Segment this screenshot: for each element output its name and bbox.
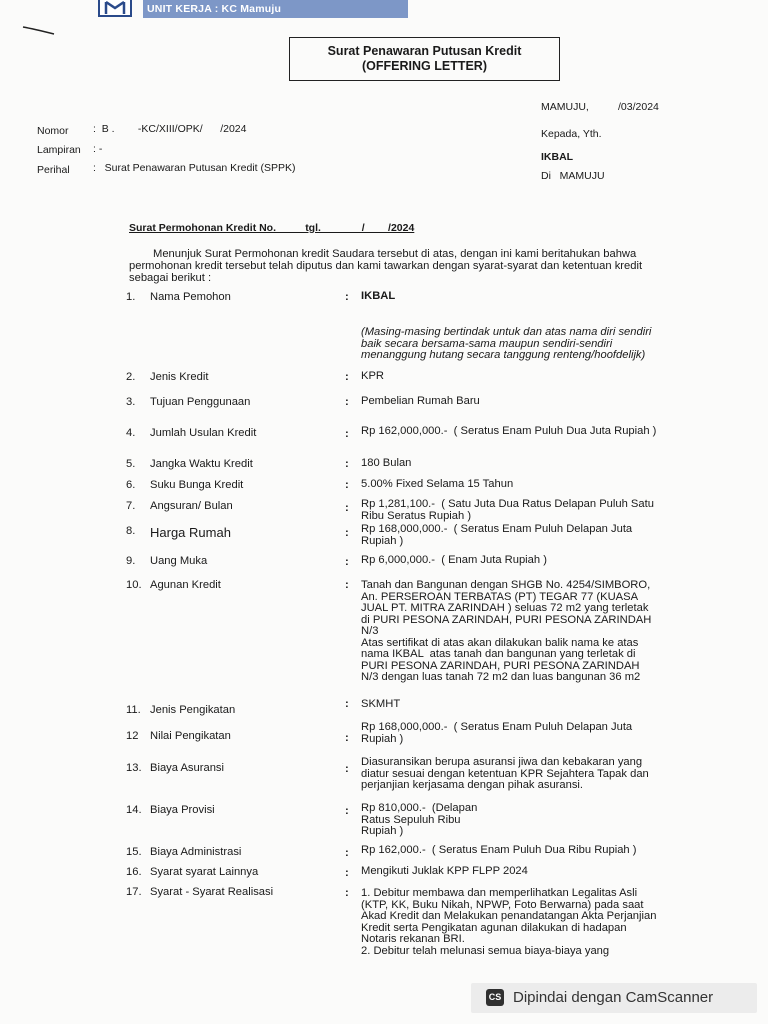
item-number: 8. xyxy=(126,525,136,537)
item-number: 7. xyxy=(126,500,136,512)
item-number: 6. xyxy=(126,479,136,491)
intro-line-3: sebagai berikut : xyxy=(129,272,212,284)
item-value-line: PURI PESONA ZARINDAH, PURI PESONA ZARINDAH xyxy=(361,659,640,672)
item-value-line: Atas sertifikat di atas akan dilakukan balik nama ke atas xyxy=(361,636,639,649)
item-value xyxy=(361,426,681,438)
item-value xyxy=(361,291,681,303)
joint-note xyxy=(361,327,651,362)
item-value-line: Rp 162,000.- ( Seratus Enam Puluh Dua Ribu Rupiah ) xyxy=(361,844,637,856)
item-value xyxy=(361,722,681,745)
unit-header-bar xyxy=(143,0,408,18)
item-value-line: 2. Debitur telah melunasi semua biaya-biaya yang xyxy=(361,944,610,957)
recipient-name: IKBAL xyxy=(541,151,574,163)
item-value-line: Tanah dan Bangunan dengan SHGB No. 4254/SIMBORO, xyxy=(361,579,651,591)
intro-line-1: Menunjuk Surat Permohonan kredit Saudara tersebut di atas, dengan ini kami beritahukan bahwa xyxy=(153,248,637,260)
item-value-line: Rupiah ) xyxy=(361,534,404,547)
item-number: 10. xyxy=(126,579,142,591)
date-value: /03/2024 xyxy=(618,101,659,113)
item-value-line: 180 Bulan xyxy=(361,457,412,469)
item-value-line: diatur sesuai dengan ketentuan KPR Sejahtera Tapak dan xyxy=(361,767,649,780)
item-value-line: Rp 810,000.- (Delapan xyxy=(361,802,478,814)
item-number: 1. xyxy=(126,291,136,303)
perihal-value: : Surat Penawaran Putusan Kredit (SPPK) xyxy=(93,162,296,174)
recipient-to: Kepada, Yth. xyxy=(541,128,602,140)
item-label: Angsuran/ Bulan xyxy=(150,500,233,512)
item-value xyxy=(361,524,681,547)
date-place: MAMUJU, xyxy=(541,101,589,113)
item-label: Jenis Kredit xyxy=(150,371,209,383)
item-label: Harga Rumah xyxy=(150,525,231,540)
item-label: Syarat syarat Lainnya xyxy=(150,866,259,878)
item-colon: : xyxy=(345,291,349,303)
item-label: Syarat - Syarat Realisasi xyxy=(150,886,274,898)
camscanner-icon: CS xyxy=(486,989,504,1006)
title-line-2: (OFFERING LETTER) xyxy=(362,59,487,73)
item-value xyxy=(361,845,681,857)
letter-title-box xyxy=(289,37,560,81)
item-colon: : xyxy=(345,867,349,879)
item-value-line: perjanjian kerjasama dengan pihak asuransi. xyxy=(361,779,584,791)
item-label: Tujuan Penggunaan xyxy=(150,396,251,408)
item-value-line: nama IKBAL atas tanah dan bangunan yang terletak di xyxy=(361,648,636,660)
item-value-line: Ribu Seratus Rupiah ) xyxy=(361,509,472,522)
unit-label: UNIT KERJA : KC Mamuju xyxy=(147,3,282,15)
item-value-line: Rupiah ) xyxy=(361,732,404,745)
item-value xyxy=(361,888,681,957)
item-label: Nama Pemohon xyxy=(150,291,231,303)
pen-mark xyxy=(22,24,56,36)
item-number: 16. xyxy=(126,866,142,878)
perihal-label: Perihal xyxy=(37,164,70,176)
item-value-line: Ratus Sepuluh Ribu xyxy=(361,813,461,826)
item-label: Jumlah Usulan Kredit xyxy=(150,427,257,439)
joint-note-line: (Masing-masing bertindak untuk dan atas nama diri sendiri xyxy=(361,326,652,338)
item-number: 2. xyxy=(126,371,136,383)
item-value-line: KPR xyxy=(361,370,385,382)
item-colon: : xyxy=(345,502,349,514)
item-number: 3. xyxy=(126,396,136,408)
item-label: Suku Bunga Kredit xyxy=(150,479,244,491)
item-colon: : xyxy=(345,698,349,710)
item-label: Uang Muka xyxy=(150,555,208,567)
item-value xyxy=(361,803,681,838)
nomor-label: Nomor xyxy=(37,125,69,137)
item-colon: : xyxy=(345,479,349,491)
item-colon: : xyxy=(345,887,349,899)
item-value xyxy=(361,555,681,567)
item-value-line: 5.00% Fixed Selama 15 Tahun xyxy=(361,478,514,490)
item-value-line: Rp 1,281,100.- ( Satu Juta Dua Ratus Delapan Puluh Satu xyxy=(361,498,654,510)
request-line: Surat Permohonan Kredit No. tgl. / /2024 xyxy=(129,222,415,234)
item-value-line: Rp 168,000,000.- ( Seratus Enam Puluh Delapan Juta xyxy=(361,523,633,535)
item-value-line: SKMHT xyxy=(361,698,401,710)
item-label: Biaya Administrasi xyxy=(150,846,242,858)
item-value-line: Mengikuti Juklak KPP FLPP 2024 xyxy=(361,865,528,877)
item-colon: : xyxy=(345,527,349,539)
item-colon: : xyxy=(345,396,349,408)
item-value xyxy=(361,499,681,522)
camscanner-text: Dipindai dengan CamScanner xyxy=(513,989,714,1006)
item-colon: : xyxy=(345,556,349,568)
item-value-line: Kredit serta Pengikatan agunan dilakukan di hadapan xyxy=(361,921,627,934)
item-value-line: Rp 6,000,000.- ( Enam Juta Rupiah ) xyxy=(361,554,547,566)
item-value xyxy=(361,580,681,684)
item-value xyxy=(361,371,681,383)
item-value xyxy=(361,699,681,711)
item-label: Jangka Waktu Kredit xyxy=(150,458,253,470)
item-label: Nilai Pengikatan xyxy=(150,730,231,742)
item-label: Agunan Kredit xyxy=(150,579,221,591)
item-value xyxy=(361,757,681,792)
item-value-line: JUAL PT. MITRA ZARINDAH ) seluas 72 m2 yang terletak xyxy=(361,602,649,614)
item-number: 15. xyxy=(126,846,142,858)
item-value-line: Pembelian Rumah Baru xyxy=(361,395,480,407)
item-colon: : xyxy=(345,428,349,440)
item-number: 5. xyxy=(126,458,136,470)
item-colon: : xyxy=(345,458,349,470)
item-colon: : xyxy=(345,763,349,775)
item-value-line: (KTP, KK, Buku Nikah, NPWP, Foto Berwarna) pada saat xyxy=(361,898,644,911)
item-value-line: N/3 xyxy=(361,625,379,637)
item-colon: : xyxy=(345,371,349,383)
item-number: 12 xyxy=(126,730,139,742)
item-colon: : xyxy=(345,579,349,591)
item-value-line: 1. Debitur membawa dan memperlihatkan Legalitas Asli xyxy=(361,887,638,899)
lampiran-value: : - xyxy=(93,143,103,155)
item-label: Jenis Pengikatan xyxy=(150,704,236,716)
item-label: Biaya Asuransi xyxy=(150,762,225,774)
item-label: Biaya Provisi xyxy=(150,804,215,816)
item-value-line: Rp 168,000,000.- ( Seratus Enam Puluh Delapan Juta xyxy=(361,721,633,733)
item-value xyxy=(361,866,681,878)
nomor-value: : B . -KC/XIII/OPK/ /2024 xyxy=(93,123,247,135)
item-value xyxy=(361,479,681,491)
item-value xyxy=(361,396,681,408)
item-colon: : xyxy=(345,847,349,859)
camscanner-watermark xyxy=(471,983,757,1013)
item-value-line: N/3 dengan luas tanah 72 m2 dan luas bangunan 36 m2 xyxy=(361,671,641,683)
item-colon: : xyxy=(345,805,349,817)
item-number: 13. xyxy=(126,762,142,774)
lampiran-label: Lampiran xyxy=(37,144,81,156)
item-number: 17. xyxy=(126,886,142,898)
item-number: 9. xyxy=(126,555,136,567)
recipient-place: Di MAMUJU xyxy=(541,170,605,182)
item-value-line: Rp 162,000,000.- ( Seratus Enam Puluh Dua Juta Rupiah ) xyxy=(361,425,657,437)
item-value xyxy=(361,458,681,470)
item-value-line: Notaris rekanan BRI. xyxy=(361,933,465,945)
item-value-line: Diasuransikan berupa asuransi jiwa dan kebakaran yang xyxy=(361,756,643,768)
joint-note-line: baik secara bersama-sama maupun sendiri-sendiri xyxy=(361,337,613,350)
joint-note-line: menanggung hutang secara tanggung renteng/hoofdelijk) xyxy=(361,349,646,361)
item-number: 11. xyxy=(126,704,141,716)
item-number: 4. xyxy=(126,427,136,439)
bank-logo xyxy=(98,0,132,17)
item-value-line: IKBAL xyxy=(361,290,396,302)
item-value-line: di PURI PESONA ZARINDAH, PURI PESONA ZARINDAH xyxy=(361,613,652,626)
item-value-line: Akad Kredit dan Melakukan penandatangan Akta Perjanjian xyxy=(361,910,657,922)
item-number: 14. xyxy=(126,804,142,816)
item-value-line: An. PERSEROAN TERBATAS (PT) TEGAR 77 (KUASA xyxy=(361,590,639,603)
item-value-line: Rupiah ) xyxy=(361,825,404,837)
title-line-1: Surat Penawaran Putusan Kredit xyxy=(327,44,522,58)
intro-line-2: permohonan kredit tersebut telah diputus dan kami tawarkan dengan syarat-syarat dan ketentuan kredit xyxy=(129,260,643,272)
item-colon: : xyxy=(345,732,349,744)
